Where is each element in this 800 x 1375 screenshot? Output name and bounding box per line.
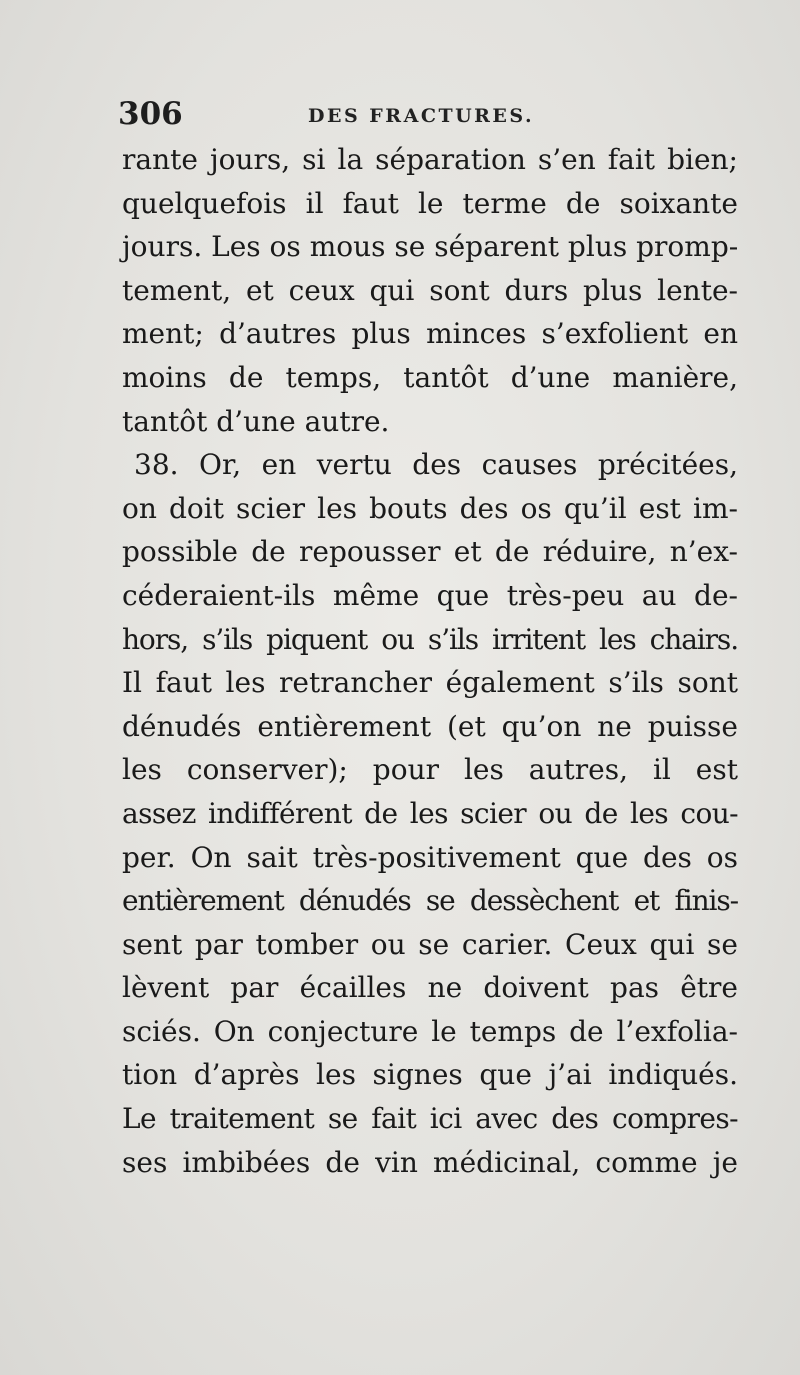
- text-line: hors, s’ils piquent ou s’ils irritent les chairs.: [122, 622, 738, 656]
- text-line: tement, et ceux qui sont durs plus lente-: [122, 273, 738, 307]
- text-line: rante jours, si la séparation s’en fait bien;: [122, 143, 738, 176]
- text-line: jours. Les os mous se séparent plus promp-: [122, 230, 739, 264]
- text-line: quelquefois il faut le terme de soixante: [122, 186, 738, 220]
- text-line: tion d’après les signes que j’ai indiqués.: [122, 1058, 738, 1092]
- text-line: ses imbibées de vin médicinal, comme je: [122, 1145, 738, 1179]
- text-line: sent par tomber ou se carier. Ceux qui se: [122, 927, 738, 961]
- text-line: moins de temps, tantôt d’une manière,: [122, 360, 738, 394]
- paragraph-start-line: 38. Or, en vertu des causes précitées,: [134, 448, 738, 482]
- text-line: Il faut les retrancher également s’ils sont: [122, 666, 738, 700]
- page-number: 306: [118, 96, 183, 132]
- text-line: possible de repousser et de réduire, n’ex-: [122, 535, 738, 569]
- text-line: assez indifférent de les scier ou de les cou-: [122, 796, 738, 830]
- text-line: ment; d’autres plus minces s’exfolient en: [122, 317, 738, 351]
- running-head: DES FRACTURES.: [308, 105, 535, 127]
- text-line: entièrement dénudés se dessèchent et finis-: [122, 884, 738, 918]
- text-line: dénudés entièrement (et qu’on ne puisse: [122, 709, 738, 743]
- body-text: [122, 138, 738, 1184]
- page-header: [118, 96, 738, 136]
- text-line: sciés. On conjecture le temps de l’exfolia-: [122, 1014, 738, 1048]
- text-line: per. On sait très-positivement que des os: [122, 840, 738, 874]
- text-line: lèvent par écailles ne doivent pas être: [122, 971, 738, 1005]
- text-line: Le traitement se fait ici avec des compres-: [122, 1102, 738, 1136]
- text-line: céderaient-ils même que très-peu au de-: [122, 578, 738, 612]
- text-line: tantôt d’une autre.: [122, 404, 390, 438]
- text-line: les conserver); pour les autres, il est: [122, 753, 738, 787]
- text-line: on doit scier les bouts des os qu’il est im-: [122, 491, 738, 525]
